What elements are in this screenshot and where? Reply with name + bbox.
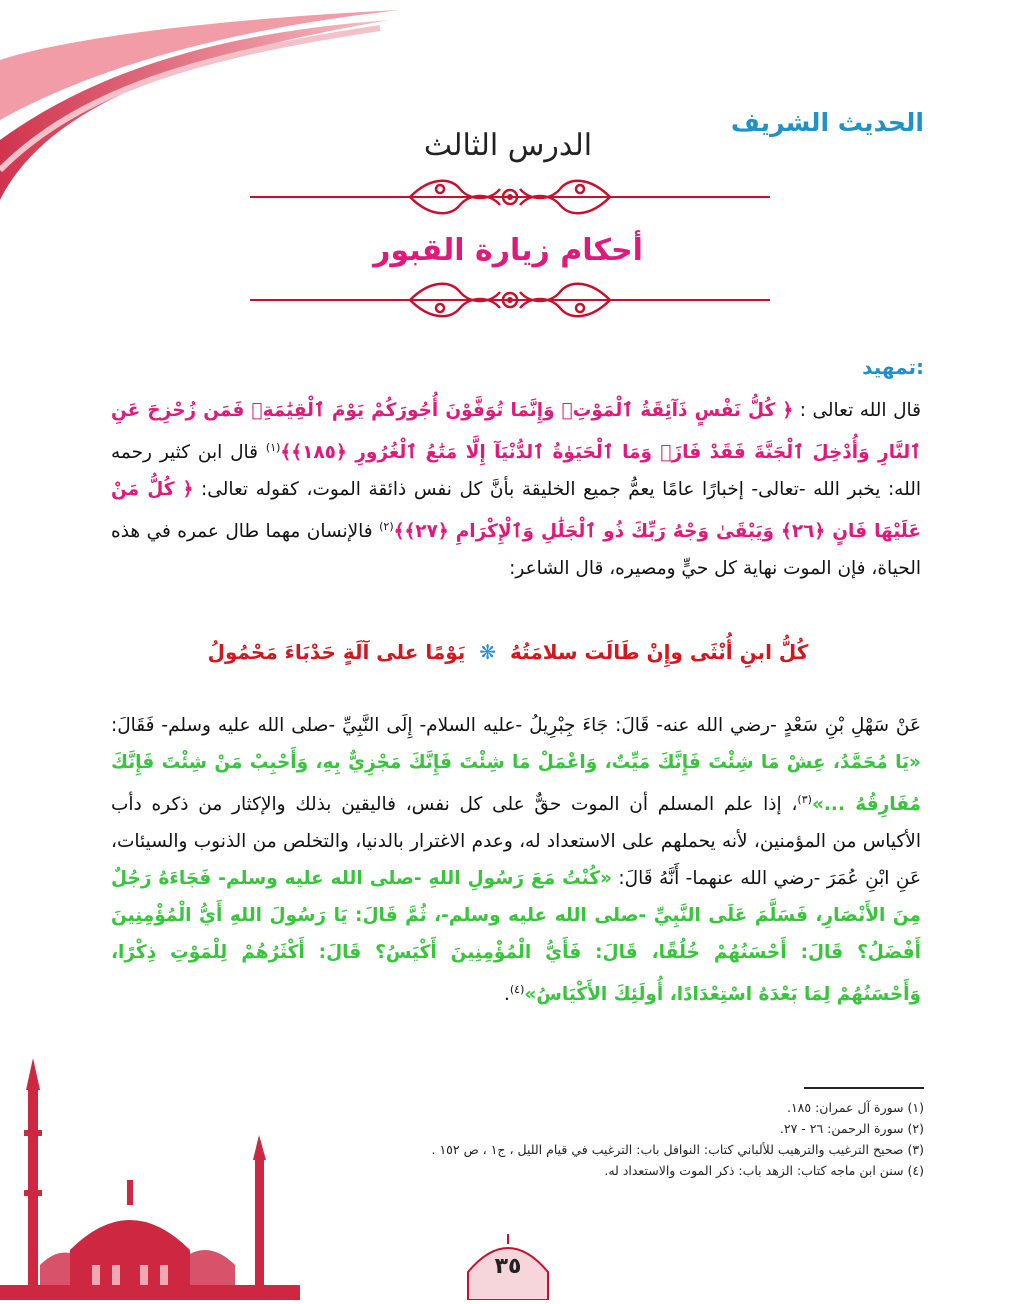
footnote-ref-4: (٤) xyxy=(509,983,525,997)
poem-verse xyxy=(0,640,1016,664)
footnote-1: (١) سورة آل عمران: ١٨٥. xyxy=(786,1100,924,1115)
intro-paragraph xyxy=(111,392,921,587)
page-number-badge xyxy=(463,1232,553,1300)
ornament-divider-top xyxy=(250,175,770,219)
footnote-ref-2: (٢) xyxy=(379,520,394,534)
poem-hemistich-2: يَوْمًا على آلَةٍ حَدْبَاءَ مَحْمُولُ xyxy=(207,640,466,664)
footnote-ref-1: (١) xyxy=(265,441,281,454)
quran-verse-1: ﴿ كُلُّ نَفْسٍ ذَآئِقَةُ ٱلْمَوْتِۗ وَإِنَّمَا تُوَفَّوْنَ أُجُورَكُمْ يَوْمَ ٱلْقِيَٰمَةِۖ فَمَن زُحْزِحَ عَنِ ٱلنَّارِ وَأُدْخِلَ ٱلْجَنَّةَ فَقَدْ فَازَۗ وَمَا ٱلْحَيَوٰةُ ٱلدُّنْيَآ إِلَّا مَتَٰعُ ٱلْغُرُورِ ﴿١٨٥﴾﴾ xyxy=(111,400,921,464)
poem-separator-icon: ❋ xyxy=(479,640,497,664)
footnote-2: (٢) سورة الرحمن: ٢٦ - ٢٧. xyxy=(779,1121,924,1136)
intro-text-b: قال ابن كثير رحمه الله: يخبر الله -تعالى- إخبارًا عامًا يعمُّ جميع الخليقة بأنَّ كل نفس ذائقة الموت، كقوله تعالى: xyxy=(111,442,921,501)
quran-verse-2: ﴿ كُلُّ مَنْ عَلَيْهَا فَانٍ ﴿٢٦﴾ وَيَبْقَىٰ وَجْهُ رَبِّكَ ذُو ٱلْجَلَٰلِ وَٱلْإِكْرَامِ ﴿٢٧﴾﴾ xyxy=(111,479,921,543)
hadith-intro-a: عَنْ سَهْلِ بْنِ سَعْدٍ -رضي الله عنه- قَالَ: جَاءَ جِبْرِيلُ -عليه السلام- إِلَى النَّبِيِّ -صلى الله عليه وسلم- فَقَالَ: xyxy=(111,715,921,736)
footnote-3: (٣) صحيح الترغيب والترهيب للألباني كتاب: النوافل باب: الترغيب في قيام الليل ، ج١ ، ص ١٥٢ . xyxy=(431,1142,924,1157)
hadith-paragraph xyxy=(111,707,921,1013)
lesson-number: الدرس الثالث xyxy=(423,128,593,163)
intro-label: تمهيد: xyxy=(862,355,924,379)
hadith-text-2: «كُنْتُ مَعَ رَسُولِ اللهِ -صلى الله عليه وسلم- فَجَاءَهُ رَجُلٌ مِنَ الأَنْصَارِ، فَسَلَّمَ عَلَى النَّبِيِّ -صلى الله عليه وسلم-، ثُمَّ قَالَ: يَا رَسُولَ اللهِ أَيُّ الْمُؤْمِنِينَ أَفْضَلُ؟ قَالَ: أَحْسَنُهُمْ خُلُقًا، قَالَ: فَأَيُّ الْمُؤْمِنِينَ أَكْيَسُ؟ قَالَ: أَكْثَرُهُمْ لِلْمَوْتِ ذِكْرًا، وَأَحْسَنُهُمْ لِمَا بَعْدَهُ اسْتِعْدَادًا، أُولَئِكَ الأَكْيَاسُ» xyxy=(111,868,921,1006)
ornament-divider-bottom xyxy=(250,278,770,322)
subject-label: الحديث الشريف xyxy=(730,108,924,137)
poem-hemistich-1: كُلُّ ابنِ أُنْثَى وإِنْ طَالَت سلامَتُهُ xyxy=(510,640,809,664)
hadith-text-1: «يَا مُحَمَّدُ، عِشْ مَا شِئْتَ فَإِنَّكَ مَيِّتٌ، وَاعْمَلْ مَا شِئْتَ فَإِنَّكَ مَجْزِيٌّ بِهِ، وَأَحْبِبْ مَنْ شِئْتَ فَإِنَّكَ مُفَارِقُهُ ...» xyxy=(111,752,921,816)
page-number: ٣٥ xyxy=(494,1254,522,1279)
footnotes xyxy=(94,1097,924,1181)
footnote-ref-3: (٣) xyxy=(797,793,812,806)
hadith-commentary: ، إذا علم المسلم أن الموت حقٌّ على كل نفس، فاليقين بذلك والإكثار من ذكره دأب الأكياس من المؤمنين، لأنه يحملهم على الاستعداد له، وعدم الاغترار بالدنيا، والتخلص من الذنوب والسيئات، عَنِ ابْنِ عُمَرَ -رضي الله عنهما- أَنَّهُ قَالَ: xyxy=(111,794,921,890)
footnote-4: (٤) سنن ابن ماجه كتاب: الزهد باب: ذكر الموت والاستعداد له. xyxy=(604,1163,924,1178)
intro-text-a: قال الله تعالى : xyxy=(793,400,921,421)
main-title: أحكام زيارة القبور xyxy=(373,233,643,268)
footnote-divider xyxy=(804,1087,924,1089)
hadith-end: . xyxy=(503,984,510,1006)
intro-text-c: فالإنسان مهما طال عمره في هذه الحياة، فإن الموت نهاية كل حيٍّ ومصيره، قال الشاعر: xyxy=(111,521,921,580)
